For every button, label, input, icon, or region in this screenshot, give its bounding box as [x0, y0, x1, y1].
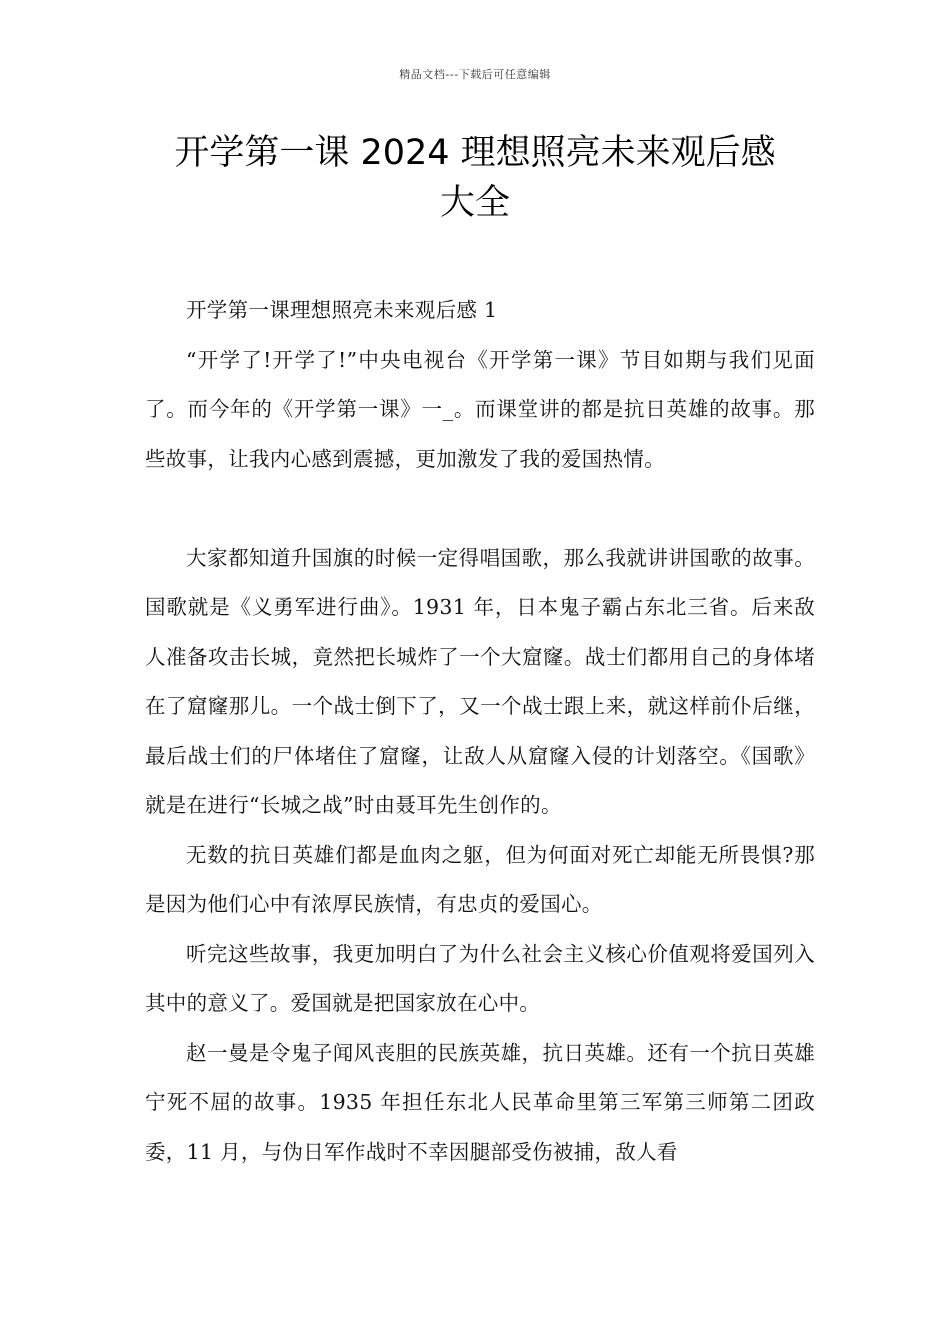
- paragraph: 听完这些故事，我更加明白了为什么社会主义核心价值观将爱国列入其中的意义了。爱国就是把国家放在心中。: [145, 941, 815, 1015]
- paragraph: 赵一曼是令鬼子闻风丧胆的民族英雄，抗日英雄。还有一个抗日英雄宁死不屈的故事。1935 年担任东北人民革命里第三军第三师第二团政委，11 月，与伪日军作战时不幸因腿部受伤被捕，敌人看: [145, 1040, 815, 1164]
- section-heading: 开学第一课理想照亮未来观后感 1: [186, 298, 498, 322]
- paragraph: 大家都知道升国旗的时候一定得唱国歌，那么我就讲讲国歌的故事。国歌就是《义勇军进行曲》。1931 年，日本鬼子霸占东北三省。后来敌人准备攻击长城，竟然把长城炸了一个大窟窿。战士们都用自己的身体堵在了窟窿那儿。一个战士倒下了，又一个战士跟上来，就这样前仆后继，最后战士们的尸体堵住了窟窿，让敌人从窟窿入侵的计划落空。《国歌》就是在进行“长城之战”时由聂耳先生创作的。: [145, 545, 815, 817]
- header-note: 精品文档---下载后可任意编辑: [399, 68, 551, 81]
- title-line-1: 开学第一课 2024 理想照亮未来观后感: [174, 133, 776, 173]
- paragraph: “开学了!开学了!”中央电视台《开学第一课》节目如期与我们见面了。而今年的《开学第一课》一_。而课堂讲的都是抗日英雄的故事。那些故事，让我内心感到震撼，更加激发了我的爱国热情。: [145, 347, 815, 471]
- document-body: [145, 286, 815, 1177]
- title-line-2: 大全: [439, 183, 510, 223]
- document-title: [100, 128, 850, 228]
- paragraph: 无数的抗日英雄们都是血肉之躯，但为何面对死亡却能无所畏惧?那是因为他们心中有浓厚民族情，有忠贞的爱国心。: [145, 842, 815, 916]
